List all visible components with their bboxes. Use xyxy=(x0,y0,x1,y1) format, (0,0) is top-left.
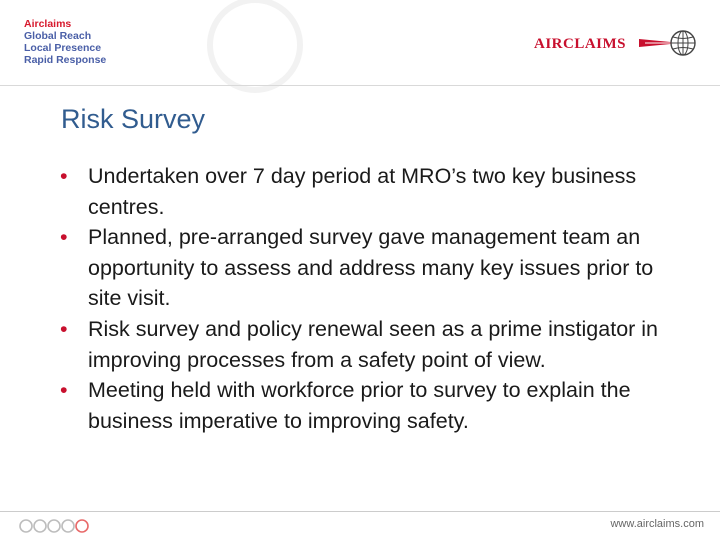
footer-url: www.airclaims.com xyxy=(610,518,704,530)
slide-title: Risk Survey xyxy=(61,104,206,134)
tagline-line: Rapid Response xyxy=(24,54,107,66)
tagline-line: Global Reach xyxy=(24,30,92,42)
bullet-text: Risk survey and policy renewal seen as a prime instigator in improving processes from a safety point of view. xyxy=(88,316,659,372)
airclaims-logo xyxy=(534,28,700,60)
five-circles-icon xyxy=(18,518,98,534)
header-divider xyxy=(0,85,720,86)
bullet-text: Undertaken over 7 day period at MRO’s two key business centres. xyxy=(88,164,637,219)
tagline xyxy=(24,18,106,66)
tagline-line: Local Presence xyxy=(24,42,102,54)
bullet-item xyxy=(60,222,680,314)
bullet-text: Meeting held with workforce prior to survey to explain the business imperative to improving safety. xyxy=(88,378,631,433)
logo-text: AIRCLAIMS xyxy=(534,36,627,52)
bullet-item xyxy=(60,375,680,436)
bullet-icon: • xyxy=(60,164,68,188)
globe-with-arrow-icon xyxy=(637,28,701,60)
bullet-icon: • xyxy=(60,378,68,403)
bullet-item xyxy=(60,161,680,222)
footer-divider xyxy=(0,511,720,512)
bullet-text: Planned, pre-arranged survey gave management team an opportunity to assess and address many key issues prior to site visit. xyxy=(88,225,654,311)
tagline-brand: Airclaims xyxy=(24,18,72,30)
bullet-icon: • xyxy=(60,225,68,250)
bullet-list xyxy=(60,161,680,436)
bullet-item xyxy=(60,314,680,375)
bullet-icon: • xyxy=(60,316,68,341)
